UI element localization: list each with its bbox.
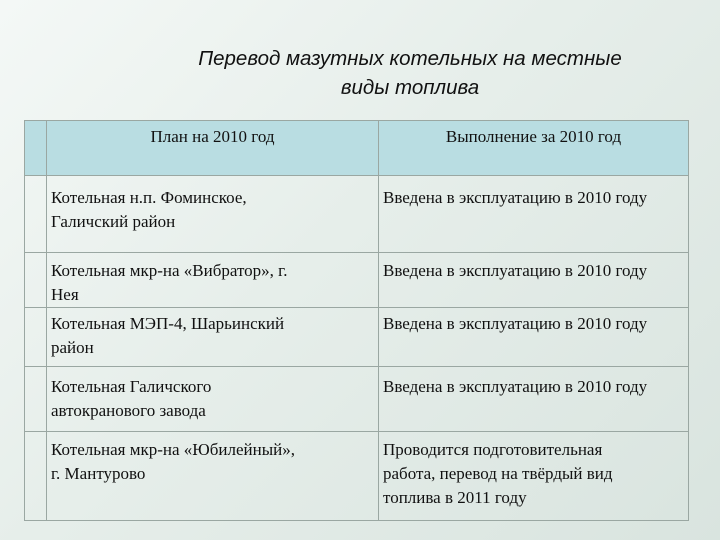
result-text-line: Введена в эксплуатацию в 2010 году bbox=[383, 314, 648, 333]
plan-cell bbox=[47, 308, 379, 367]
row-stub-cell bbox=[25, 253, 47, 308]
result-text-line: Введена в эксплуатацию в 2010 году bbox=[383, 377, 648, 396]
plan-text-line: автокранового завода bbox=[51, 401, 206, 420]
header-stub-cell bbox=[25, 121, 47, 176]
table-header-row bbox=[25, 121, 689, 176]
result-cell bbox=[379, 253, 689, 308]
header-plan: План на 2010 год bbox=[47, 121, 379, 176]
plan-text-line: Галичский район bbox=[51, 212, 176, 231]
plan-text-line: Нея bbox=[51, 285, 79, 304]
plan-text-line: район bbox=[51, 338, 94, 357]
result-text-line: работа, перевод на твёрдый вид bbox=[383, 464, 613, 483]
plan-text-line: Котельная мкр-на «Юбилейный», bbox=[51, 440, 295, 459]
slide-title bbox=[100, 44, 720, 102]
result-text-line: Введена в эксплуатацию в 2010 году bbox=[383, 188, 648, 207]
result-cell bbox=[379, 308, 689, 367]
slide-title-line-2: виды топлива bbox=[340, 76, 480, 99]
plan-cell bbox=[47, 367, 379, 432]
plan-cell bbox=[47, 432, 379, 521]
plan-text-line: Котельная н.п. Фоминское, bbox=[51, 188, 247, 207]
result-cell bbox=[379, 367, 689, 432]
slide-title-line-1: Перевод мазутных котельных на местные bbox=[198, 47, 622, 70]
table-row bbox=[25, 176, 689, 253]
table-row bbox=[25, 308, 689, 367]
result-text-line: топлива в 2011 году bbox=[383, 488, 527, 507]
result-text-line: Введена в эксплуатацию в 2010 году bbox=[383, 261, 648, 280]
header-result: Выполнение за 2010 год bbox=[379, 121, 689, 176]
result-cell bbox=[379, 432, 689, 521]
table-row bbox=[25, 367, 689, 432]
result-text-line: Проводится подготовительная bbox=[383, 440, 603, 459]
row-stub-cell bbox=[25, 432, 47, 521]
plan-text-line: Котельная Галичского bbox=[51, 377, 212, 396]
plan-cell bbox=[47, 253, 379, 308]
plan-text-line: г. Мантурово bbox=[51, 464, 146, 483]
row-stub-cell bbox=[25, 367, 47, 432]
plan-cell bbox=[47, 176, 379, 253]
row-stub-cell bbox=[25, 308, 47, 367]
result-cell bbox=[379, 176, 689, 253]
table-row bbox=[25, 432, 689, 521]
row-stub-cell bbox=[25, 176, 47, 253]
plan-text-line: Котельная МЭП-4, Шарьинский bbox=[51, 314, 285, 333]
table-row bbox=[25, 253, 689, 308]
boiler-conversion-table bbox=[24, 120, 689, 521]
plan-text-line: Котельная мкр-на «Вибратор», г. bbox=[51, 261, 288, 280]
